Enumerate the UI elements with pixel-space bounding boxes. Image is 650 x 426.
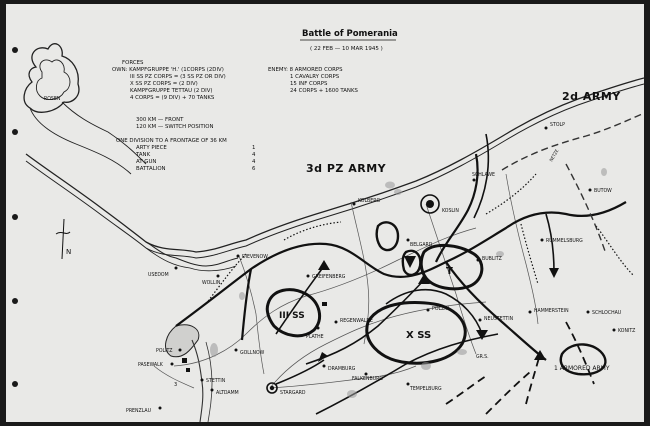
koslin-fortress xyxy=(421,195,439,213)
svg-text:OWN: KAMPFGRUPPE 'H.' (1CORPS: OWN: KAMPFGRUPPE 'H.' (1CORPS (2DIV) xyxy=(112,67,224,73)
svg-text:15 INF CORPS: 15 INF CORPS xyxy=(290,81,328,87)
svg-text:PASEWALK: PASEWALK xyxy=(138,362,163,368)
stargard-fortress xyxy=(267,383,277,393)
svg-text:GOLLNOW: GOLLNOW xyxy=(240,350,265,356)
svg-text:BELGARD: BELGARD xyxy=(410,242,433,248)
svg-text:4: 4 xyxy=(252,159,256,165)
army-label-3d-pz: 3d PZ ARMY xyxy=(306,162,387,175)
svg-text:BUBLITZ: BUBLITZ xyxy=(482,256,502,262)
svg-text:DIEVENOW: DIEVENOW xyxy=(242,254,268,260)
svg-text:DRAMBURG: DRAMBURG xyxy=(328,366,356,372)
svg-text:ENEMY: 8 ARMORED CORPS: ENEMY: 8 ARMORED CORPS xyxy=(268,67,343,73)
svg-text:WOLLIN: WOLLIN xyxy=(202,280,221,286)
svg-text:TEMPELBURG: TEMPELBURG xyxy=(410,386,442,392)
svg-text:STARGARD: STARGARD xyxy=(280,390,306,396)
svg-text:NEUSTETTIN: NEUSTETTIN xyxy=(484,316,514,322)
svg-text:STETTIN: STETTIN xyxy=(206,378,226,384)
svg-text:TANK: TANK xyxy=(136,152,151,158)
svg-text:GREIFENBERG: GREIFENBERG xyxy=(312,274,346,280)
svg-text:ROSEN: ROSEN xyxy=(44,96,61,102)
svg-text:6: 6 xyxy=(252,166,256,172)
corps-pockets xyxy=(267,222,605,374)
svg-text:ALTDAMM: ALTDAMM xyxy=(216,390,239,396)
svg-text:1 CAVALRY CORPS: 1 CAVALRY CORPS xyxy=(290,74,340,80)
map-title: Battle of Pomerania xyxy=(302,29,398,39)
army-label-1-armored: 1 ARMORED ARMY xyxy=(554,365,610,372)
svg-text:GR.S.: GR.S. xyxy=(476,354,489,360)
svg-text:PRENZLAU: PRENZLAU xyxy=(126,408,152,414)
svg-text:USEDOM: USEDOM xyxy=(148,272,169,278)
svg-text:120 KM — SWITCH POSITION: 120 KM — SWITCH POSITION xyxy=(136,124,214,130)
svg-text:ONE DIVISION TO A FRONTAGE OF: ONE DIVISION TO A FRONTAGE OF 36 KM xyxy=(116,138,227,144)
forces-header: FORCES xyxy=(122,60,144,66)
svg-text:BATTALION: BATTALION xyxy=(136,166,166,172)
north-label: N xyxy=(66,248,72,256)
svg-text:300 KM — FRONT: 300 KM — FRONT xyxy=(136,117,184,123)
binder-holes xyxy=(12,47,18,387)
svg-text:24 CORPS + 1600 TANKS: 24 CORPS + 1600 TANKS xyxy=(290,88,358,94)
svg-text:AT GUN: AT GUN xyxy=(136,159,157,165)
corps-label-x-ss: X SS xyxy=(406,330,432,341)
svg-text:KONITZ: KONITZ xyxy=(618,328,636,334)
svg-text:FALKENBURG: FALKENBURG xyxy=(352,376,383,382)
svg-text:4: 4 xyxy=(252,152,256,158)
svg-text:POLZIN: POLZIN xyxy=(432,306,450,312)
svg-text:STOLP: STOLP xyxy=(550,122,565,128)
svg-text:KOSLIN: KOSLIN xyxy=(442,208,459,214)
group-label-t: T xyxy=(446,266,453,277)
forces-legend xyxy=(112,60,359,172)
svg-text:POLITZ: POLITZ xyxy=(156,348,173,354)
svg-text:SCHLAWE: SCHLAWE xyxy=(472,172,495,178)
battle-map xyxy=(6,4,644,422)
svg-text:III SS PZ CORPS = (3 SS PZ OR: III SS PZ CORPS = (3 SS PZ OR DIV) xyxy=(130,74,226,80)
svg-text:ARTY PIECE: ARTY PIECE xyxy=(136,145,167,151)
map-subtitle: ( 22 FEB — 10 MAR 1945 ) xyxy=(310,46,383,52)
map-sheet xyxy=(6,4,644,422)
svg-text:KOLBERG: KOLBERG xyxy=(358,198,381,204)
svg-text:NETZE: NETZE xyxy=(549,148,561,163)
svg-text:REGENWALDE: REGENWALDE xyxy=(340,318,373,324)
svg-text:RUMMELSBURG: RUMMELSBURG xyxy=(546,238,583,244)
svg-text:4 CORPS = (9 DIV) + 70 TANKS: 4 CORPS = (9 DIV) + 70 TANKS xyxy=(130,95,215,101)
svg-text:PLATHE: PLATHE xyxy=(306,334,324,340)
svg-text:1: 1 xyxy=(252,145,256,151)
svg-text:BUTOW: BUTOW xyxy=(594,188,612,194)
svg-text:SCHLOCHAU: SCHLOCHAU xyxy=(592,310,622,316)
map-number: 3 xyxy=(174,382,178,388)
svg-text:X SS PZ CORPS = (2 DIV): X SS PZ CORPS = (2 DIV) xyxy=(130,81,198,87)
corps-label-iii-ss: III SS xyxy=(279,311,305,321)
svg-text:KAMPFGRUPPE TETTAU (2 DIV): KAMPFGRUPPE TETTAU (2 DIV) xyxy=(130,88,213,94)
army-label-2d: 2d ARMY xyxy=(562,90,621,103)
svg-text:HAMMERSTEIN: HAMMERSTEIN xyxy=(534,308,569,314)
